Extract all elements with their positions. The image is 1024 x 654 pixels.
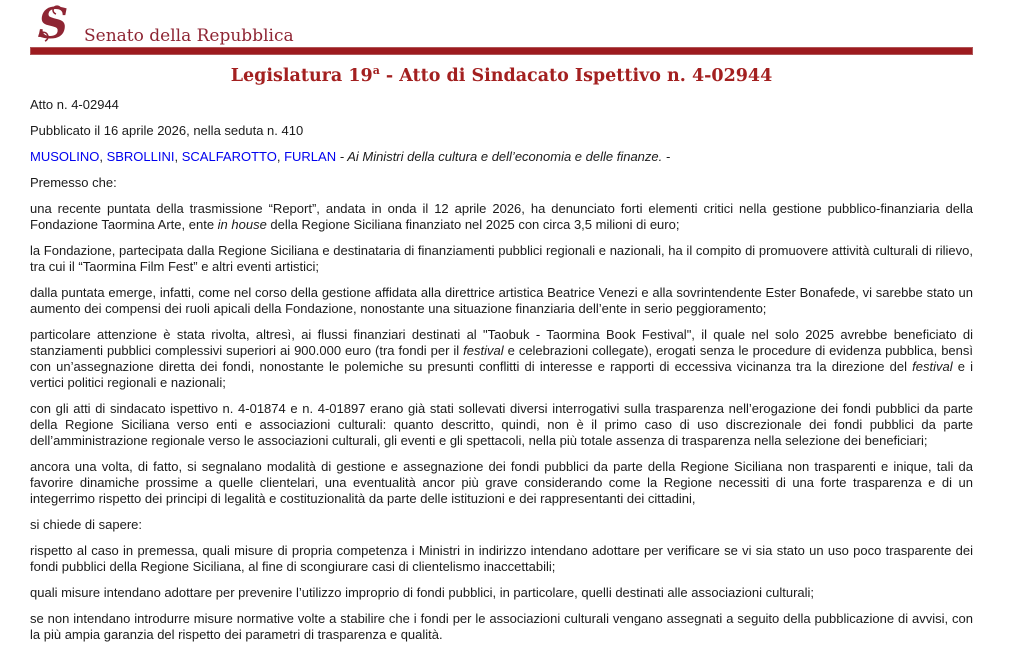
senato-logo-text: Senato della Repubblica — [84, 26, 294, 46]
text-run: la Fondazione, partecipata dalla Regione Siciliana e destinataria di finanziamenti pubblici regionali e nazionali, ha il compito di promuovere attività culturali di rilievo, tra cui il “Taormina Film Fest” e altri eventi artistici; — [30, 243, 973, 274]
text-run: della Regione Siciliana finanziato nel 2025 con circa 3,5 milioni di euro; — [266, 217, 680, 232]
title-superscript: a — [372, 64, 380, 78]
signatory-link-scalfarotto[interactable]: SCALFAROTTO — [181, 149, 277, 164]
document-paragraph — [30, 585, 973, 601]
text-run: particolare attenzione è stata rivolta, altresì, ai flussi finanziari destinati al "Taobuk - Taormina Book Festival", il quale nel solo 2025 avrebbe beneficiato di stanziamenti pubblici complessivi superiori ai 900.000 euro (tra fondi per il — [30, 327, 973, 358]
document-paragraph — [30, 285, 973, 317]
senato-s-icon — [33, 4, 75, 45]
addressees: - Ai Ministri della cultura e dell’economia e delle finanze. - — [339, 149, 671, 164]
text-run: e celebrazioni collegate), erogati senza le procedure di evidenza pubblica, bensì con un’assegnazione diretta dei fondi, nonostante le polemiche su presunti conflitti di interesse e rapporti di eccessiva vicinanza tra la direzione del — [30, 343, 973, 374]
document-paragraph — [30, 175, 973, 191]
text-run: una recente puntata della trasmissione “Report”, andata in onda il 12 aprile 2026, ha denunciato forti elementi critici nella gestione pubblico-finanziaria della Fondazione Taormina Arte, ente — [30, 201, 973, 232]
document-main — [30, 97, 973, 643]
title-prefix: Legislatura 19 — [230, 66, 373, 86]
publication-line: Pubblicato il 16 aprile 2026, nella seduta n. 410 — [30, 123, 304, 138]
document-paragraph — [30, 243, 973, 275]
document-body — [30, 175, 973, 643]
italic-run: in house — [217, 217, 267, 232]
signatories-line — [30, 149, 973, 165]
senato-logo[interactable] — [33, 4, 973, 45]
text-run: si chiede di sapere: — [30, 517, 143, 532]
text-run: rispetto al caso in premessa, quali misure di propria competenza i Ministri in indirizzo intendano adottare per verificare se vi sia stato un uso poco trasparente dei fondi pubblici della Regione Siciliana, al fine di scongiurare casi di clientelismo inaccettabili; — [30, 543, 973, 574]
document-paragraph — [30, 459, 973, 507]
italic-run: festival — [912, 359, 953, 374]
act-number: Atto n. 4-02944 — [30, 97, 119, 112]
text-run: Premesso che: — [30, 175, 117, 190]
page-title — [30, 65, 973, 87]
document-paragraph — [30, 517, 973, 533]
text-run: e i vertici politici regionali e nazionali; — [30, 359, 974, 390]
italic-run: festival — [463, 343, 504, 358]
document-paragraph — [30, 543, 973, 575]
text-run: se non intendano introdurre misure normative volte a stabilire che i fondi per le associazioni culturali vengano assegnati a seguito della pubblicazione di avvisi, con la più ampia garanzia del rispetto dei parametri di trasparenza e qualità. — [30, 611, 973, 642]
document-paragraph — [30, 327, 973, 391]
text-run: dalla puntata emerge, infatti, come nel corso della gestione affidata alla direttrice artistica Beatrice Venezi e alla sovrintendente Ester Bonafede, vi sarebbe stato un aumento dei compensi dei ruoli apicali della Fondazione, nonostante una situazione finanziaria dell’ente in serio peggioramento; — [30, 285, 973, 316]
document-paragraph — [30, 611, 973, 643]
title-suffix: - Atto di Sindacato Ispettivo n. 4-02944 — [379, 66, 773, 86]
signatory-link-musolino[interactable]: MUSOLINO — [30, 149, 100, 164]
site-header — [30, 4, 973, 55]
signatory-link-sbrollini[interactable]: SBROLLINI — [106, 149, 175, 164]
text-run: ancora una volta, di fatto, si segnalano modalità di gestione e assegnazione dei fondi pubblici da parte della Regione Siciliana non trasparenti e inique, tali da favorire dinamiche prossime a quelle clientelari, una eventualità ancor più grave considerando come la Regione necessiti di una forte trasparenza e di un integerrimo rispetto dei principi di legalità e costituzionalità da parte delle istituzioni e dei rappresentanti dei cittadini, — [30, 459, 973, 506]
signatories: MUSOLINO, SBROLLINI, SCALFAROTTO, FURLAN — [30, 149, 337, 164]
document-paragraph — [30, 201, 973, 233]
signatory-link-furlan[interactable]: FURLAN — [284, 149, 337, 164]
header-divider-bar — [30, 47, 973, 55]
text-run: con gli atti di sindacato ispettivo n. 4-01874 e n. 4-01897 erano già stati sollevati diversi interrogativi sulla trasparenza nell’erogazione dei fondi pubblici da parte della Regione Siciliana verso enti e associazioni culturali: quanto descritto, quindi, non è il primo caso di uso discrezionale dei fondi pubblici da parte dell’amministrazione regionale verso le associazioni culturali, gli eventi e gli spettacoli, nella più totale assenza di trasparenza nella selezione dei beneficiari; — [30, 401, 973, 448]
text-run: quali misure intendano adottare per prevenire l’utilizzo improprio di fondi pubblici, in particolare, quelli destinati alle associazioni culturali; — [30, 585, 815, 600]
svg-text:S: S — [38, 4, 69, 45]
document-paragraph — [30, 401, 973, 449]
